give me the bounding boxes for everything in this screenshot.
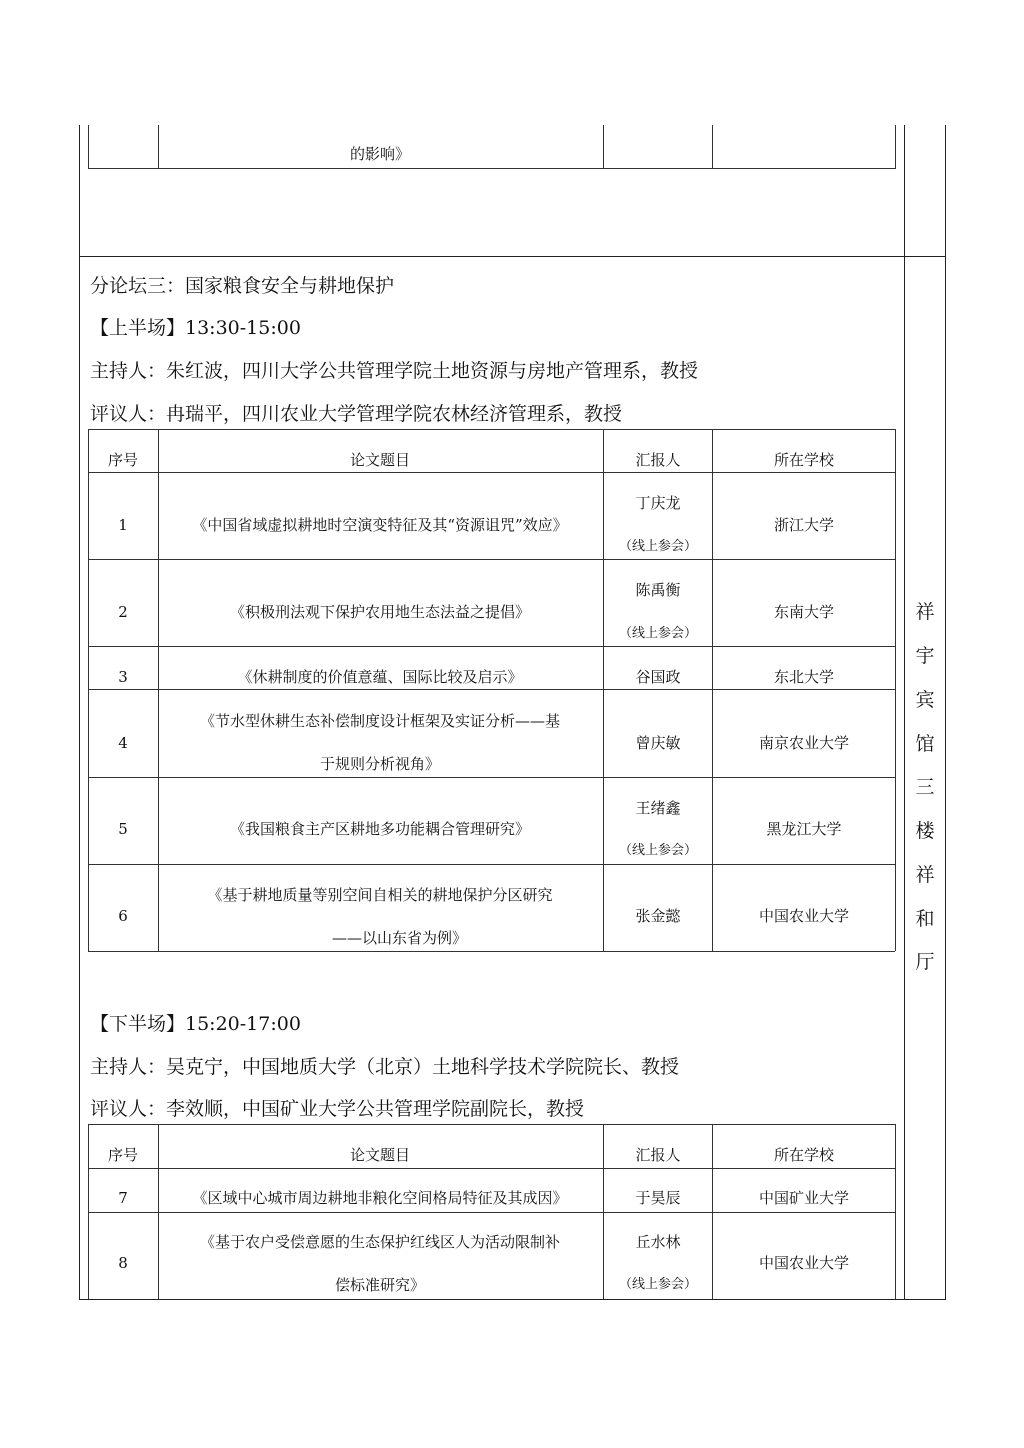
row-title-line1: 《基于耕地质量等别空间自相关的耕地保护分区研究 <box>207 886 553 904</box>
second-half-host: 主持人：吴克宁，中国地质大学（北京）土地科学技术学院院长、教授 <box>90 1056 680 1078</box>
venue-top-border <box>904 256 945 257</box>
venue-char: 宾 <box>915 689 935 711</box>
header-no: 序号 <box>107 451 139 469</box>
row-online-note: （线上参会） <box>618 626 698 641</box>
row-school: 中国农业大学 <box>758 1254 850 1272</box>
row-presenter: 谷国政 <box>635 668 681 686</box>
row-school: 中国矿业大学 <box>758 1189 850 1207</box>
forum-title: 分论坛三：国家粮食安全与耕地保护 <box>90 275 395 297</box>
row-no: 2 <box>118 603 128 621</box>
row-school: 浙江大学 <box>773 516 835 534</box>
venue-char: 厅 <box>915 951 935 973</box>
outer-bottom-border <box>79 1299 946 1300</box>
row-school: 中国农业大学 <box>758 907 850 925</box>
row-no: 6 <box>118 907 128 925</box>
header-title: 论文题目 <box>349 451 411 469</box>
header-school: 所在学校 <box>773 1146 835 1164</box>
venue-char: 三 <box>915 776 935 798</box>
row-no: 7 <box>118 1189 128 1207</box>
row-school: 黑龙江大学 <box>766 820 842 838</box>
venue-divider <box>904 125 905 1300</box>
venue-char: 和 <box>915 908 935 930</box>
row-no: 3 <box>118 668 128 686</box>
row-online-note: （线上参会） <box>618 539 698 554</box>
row-presenter: 张金懿 <box>635 907 681 925</box>
second-half-label: 【下半场】15:20-17:00 <box>90 1013 301 1035</box>
row-presenter: 曾庆敏 <box>635 734 681 752</box>
row-no: 1 <box>118 516 128 534</box>
row-no: 5 <box>118 820 128 838</box>
header-title: 论文题目 <box>349 1146 411 1164</box>
venue-char: 祥 <box>915 601 935 623</box>
row-title-line2: 于规则分析视角》 <box>319 755 441 773</box>
row-title-line2: ——以山东省为例》 <box>332 929 468 947</box>
row-title: 《积极刑法观下保护农用地生态法益之提倡》 <box>229 603 531 621</box>
row-title-line1: 《节水型休耕生态补偿制度设计框架及实证分析——基 <box>199 712 561 730</box>
row-no: 4 <box>118 734 128 752</box>
fragment-title-tail: 的影响》 <box>349 145 411 163</box>
first-half-label: 【上半场】13:30-15:00 <box>90 317 301 339</box>
first-half-host: 主持人：朱红波，四川大学公共管理学院土地资源与房地产管理系，教授 <box>90 360 699 382</box>
row-presenter: 丘水林 <box>635 1233 681 1251</box>
venue-char: 祥 <box>915 864 935 886</box>
row-presenter: 陈禹衡 <box>635 581 681 599</box>
outer-left-border <box>79 125 80 1300</box>
row-title-line1: 《基于农户受偿意愿的生态保护红线区人为活动限制补 <box>199 1233 561 1251</box>
venue-char: 楼 <box>915 820 935 842</box>
row-title: 《休耕制度的价值意蕴、国际比较及启示》 <box>237 668 523 686</box>
row-school: 南京农业大学 <box>758 734 850 752</box>
section-divider <box>79 256 904 257</box>
row-presenter: 丁庆龙 <box>635 494 681 512</box>
row-online-note: （线上参会） <box>618 843 698 858</box>
row-school: 东北大学 <box>773 668 835 686</box>
header-presenter: 汇报人 <box>635 451 681 469</box>
outer-right-border <box>945 125 946 1300</box>
row-school: 东南大学 <box>773 603 835 621</box>
row-presenter: 王绪鑫 <box>635 799 681 817</box>
row-title: 《中国省域虚拟耕地时空演变特征及其“资源诅咒”效应》 <box>192 516 568 534</box>
header-presenter: 汇报人 <box>635 1146 681 1164</box>
header-no: 序号 <box>107 1146 139 1164</box>
second-half-reviewer: 评议人：李效顺，中国矿业大学公共管理学院副院长，教授 <box>90 1098 585 1120</box>
venue-char: 馆 <box>915 733 935 755</box>
row-title: 《区域中心城市周边耕地非粮化空间格局特征及其成因》 <box>192 1189 568 1207</box>
row-title: 《我国粮食主产区耕地多功能耦合管理研究》 <box>229 820 531 838</box>
header-school: 所在学校 <box>773 451 835 469</box>
row-online-note: （线上参会） <box>618 1277 698 1292</box>
venue-char: 宇 <box>915 645 935 667</box>
row-no: 8 <box>118 1254 128 1272</box>
first-half-reviewer: 评议人：冉瑞平，四川农业大学管理学院农林经济管理系，教授 <box>90 403 623 425</box>
row-presenter: 于昊辰 <box>635 1189 681 1207</box>
row-title-line2: 偿标准研究》 <box>334 1276 426 1294</box>
